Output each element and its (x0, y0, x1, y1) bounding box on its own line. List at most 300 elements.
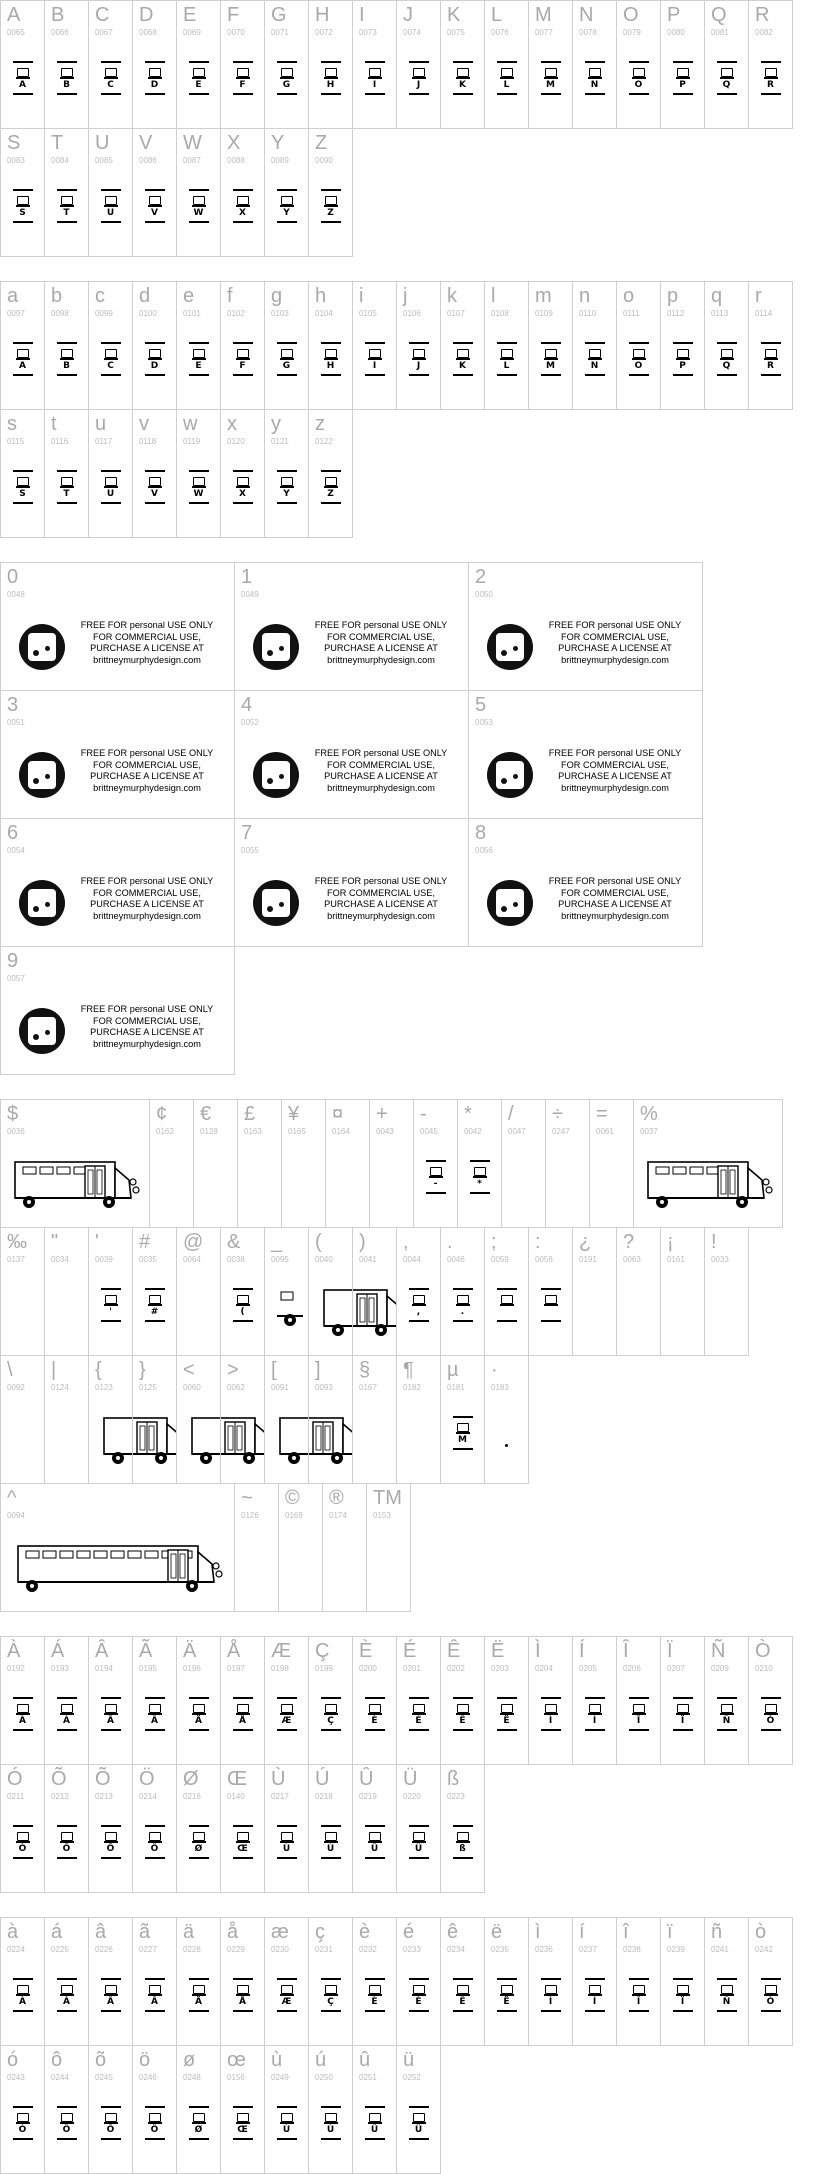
glyph-cell[interactable] (440, 1917, 485, 2046)
glyph-cell[interactable] (440, 0, 485, 129)
glyph-cell[interactable] (545, 1099, 590, 1228)
glyph-cell[interactable] (484, 0, 529, 129)
glyph-cell[interactable] (264, 128, 309, 257)
glyph-cell[interactable] (704, 1917, 749, 2046)
glyph-code: 0100 (139, 309, 157, 318)
glyph-cell[interactable] (0, 128, 45, 257)
glyph-cell[interactable] (572, 1917, 617, 2046)
glyph-cell[interactable] (176, 1764, 221, 1893)
glyph-cell[interactable] (132, 0, 177, 129)
laptop-icon (105, 196, 117, 205)
glyph-cell[interactable] (369, 1099, 414, 1228)
glyph-cell[interactable] (264, 409, 309, 538)
glyph-label: = (596, 1103, 608, 1125)
glyph-label: ñ (711, 1921, 723, 1943)
glyph-cell[interactable] (572, 1636, 617, 1765)
glyph-cell[interactable] (413, 1099, 458, 1228)
glyph-cell[interactable] (234, 1483, 279, 1612)
glyph-cell[interactable] (396, 1764, 441, 1893)
laptop-icon (17, 68, 29, 77)
glyph-preview (232, 470, 254, 504)
glyph-label: ( (315, 1231, 322, 1253)
glyph-cell[interactable] (440, 1355, 485, 1484)
glyph-cell[interactable] (528, 0, 573, 129)
laptop-icon (765, 349, 777, 358)
dot-glyph (505, 1444, 508, 1447)
laptop-icon (237, 1704, 249, 1713)
glyph-cell[interactable] (308, 409, 353, 538)
glyph-cell[interactable] (457, 1099, 502, 1228)
glyph-cell[interactable] (264, 1355, 309, 1484)
glyph-label: å (227, 1921, 239, 1943)
glyph-cell[interactable] (528, 281, 573, 410)
glyph-preview (188, 2106, 210, 2140)
glyph-cell[interactable] (264, 2045, 309, 2174)
glyph-cell[interactable] (528, 1917, 573, 2046)
glyph-label: 7 (241, 822, 253, 844)
glyph-cell[interactable] (0, 1355, 45, 1484)
glyph-cell[interactable] (660, 281, 705, 410)
glyph-cell[interactable] (0, 818, 235, 947)
glyph-cell[interactable] (0, 281, 45, 410)
glyph-cell[interactable] (352, 1355, 397, 1484)
laptop-icon (61, 349, 73, 358)
glyph-preview (540, 1978, 562, 2012)
glyph-cell[interactable] (264, 281, 309, 410)
glyph-character: Ñ (722, 1997, 731, 2007)
glyph-row (0, 0, 792, 129)
glyph-label: ? (623, 1231, 635, 1253)
glyph-cell[interactable] (88, 1917, 133, 2046)
glyph-label: P (667, 4, 681, 26)
glyph-cell[interactable] (176, 0, 221, 129)
glyph-preview (232, 2106, 254, 2140)
glyph-cell[interactable] (132, 1764, 177, 1893)
laptop-icon (105, 1832, 117, 1841)
glyph-cell[interactable] (308, 1917, 353, 2046)
glyph-preview (100, 342, 122, 376)
notice-line-1: FREE FOR personal USE ONLY (548, 748, 682, 758)
laptop-icon (17, 1985, 29, 1994)
glyph-cell[interactable] (132, 1355, 177, 1484)
glyph-cell[interactable] (528, 1227, 573, 1356)
glyph-label: ü (403, 2049, 415, 2071)
glyph-cell[interactable] (0, 2045, 45, 2174)
glyph-cell[interactable] (88, 1227, 133, 1356)
notice-line-1: FREE FOR personal USE ONLY (80, 876, 214, 886)
glyph-label: r (755, 285, 762, 307)
glyph-character: ' (109, 1307, 112, 1317)
glyph-row (0, 1099, 782, 1228)
glyph-cell[interactable] (44, 2045, 89, 2174)
glyph-code: 0224 (7, 1945, 25, 1954)
laptop-icon (677, 68, 689, 77)
glyph-cell[interactable] (308, 0, 353, 129)
glyph-cell[interactable] (0, 1483, 235, 1612)
glyph-cell[interactable] (176, 1227, 221, 1356)
glyph-cell[interactable] (44, 281, 89, 410)
glyph-cell[interactable] (44, 1917, 89, 2046)
glyph-cell[interactable] (616, 0, 661, 129)
glyph-character: Z (327, 489, 334, 499)
glyph-code: 0060 (183, 1383, 201, 1392)
glyph-cell[interactable] (0, 690, 235, 819)
glyph-code: 0153 (373, 1511, 391, 1520)
glyph-label: & (227, 1231, 241, 1253)
glyph-cell[interactable] (484, 1227, 529, 1356)
glyph-cell[interactable] (322, 1483, 367, 1612)
laptop-icon (149, 477, 161, 486)
glyph-code: 0112 (667, 309, 685, 318)
glyph-code: 0209 (711, 1664, 729, 1673)
glyph-cell[interactable] (176, 2045, 221, 2174)
glyph-cell[interactable] (0, 562, 235, 691)
glyph-cell[interactable] (0, 0, 45, 129)
glyph-cell[interactable] (0, 1227, 45, 1356)
glyph-cell[interactable] (308, 128, 353, 257)
glyph-code: 0107 (447, 309, 465, 318)
glyph-label: W (183, 132, 202, 154)
glyph-label: À (7, 1640, 21, 1662)
glyph-cell[interactable] (88, 409, 133, 538)
glyph-label: - (420, 1103, 427, 1125)
glyph-code: 0194 (95, 1664, 113, 1673)
glyph-code: 0046 (447, 1255, 465, 1264)
glyph-character: M (546, 80, 555, 90)
bmd-logo-icon (19, 752, 65, 798)
glyph-cell[interactable] (589, 1099, 634, 1228)
glyph-cell[interactable] (281, 1099, 326, 1228)
glyph-label: î (623, 1921, 629, 1943)
glyph-row (0, 1355, 528, 1484)
glyph-character: Ú (326, 1844, 335, 1854)
glyph-cell[interactable] (396, 1636, 441, 1765)
glyph-cell[interactable] (660, 0, 705, 129)
glyph-code: 0087 (183, 156, 201, 165)
glyph-cell[interactable] (88, 281, 133, 410)
glyph-cell[interactable] (748, 1636, 793, 1765)
glyph-cell[interactable] (88, 0, 133, 129)
glyph-cell[interactable] (0, 1917, 45, 2046)
glyph-cell[interactable] (308, 1636, 353, 1765)
glyph-cell[interactable] (88, 1764, 133, 1893)
glyph-cell[interactable] (132, 1917, 177, 2046)
glyph-code: 0226 (95, 1945, 113, 1954)
glyph-cell[interactable] (88, 1355, 133, 1484)
glyph-cell[interactable] (264, 0, 309, 129)
glyph-cell[interactable] (44, 1227, 89, 1356)
glyph-cell[interactable] (352, 0, 397, 129)
glyph-character: R (767, 80, 774, 90)
notice-line-1: FREE FOR personal USE ONLY (80, 620, 214, 630)
laptop-icon (325, 1985, 337, 1994)
glyph-cell[interactable] (0, 409, 45, 538)
glyph-cell[interactable] (748, 1917, 793, 2046)
glyph-cell[interactable] (308, 1355, 353, 1484)
glyph-label: © (285, 1487, 300, 1509)
laptop-icon (237, 1985, 249, 1994)
glyph-preview (364, 2106, 386, 2140)
glyph-character: # (150, 1307, 159, 1317)
glyph-preview (364, 61, 386, 95)
glyph-cell[interactable] (616, 1917, 661, 2046)
glyph-cell[interactable] (132, 409, 177, 538)
notice-line-3: PURCHASE A LICENSE AT (558, 771, 672, 781)
glyph-character: M (458, 1435, 467, 1445)
glyph-character: L (503, 80, 510, 90)
glyph-character: À (19, 1716, 26, 1726)
glyph-cell[interactable] (396, 281, 441, 410)
glyph-cell[interactable] (234, 562, 469, 691)
glyph-character: P (679, 80, 686, 90)
glyph-label: Q (711, 4, 727, 26)
glyph-cell[interactable] (468, 818, 703, 947)
glyph-cell[interactable] (704, 1227, 749, 1356)
glyph-preview (232, 189, 254, 223)
glyph-preview (496, 342, 518, 376)
glyph-preview (496, 1288, 518, 1322)
glyph-character: È (371, 1716, 378, 1726)
glyph-cell[interactable] (366, 1483, 411, 1612)
glyph-cell[interactable] (220, 1917, 265, 2046)
glyph-cell[interactable] (616, 281, 661, 410)
glyph-cell[interactable] (0, 1099, 150, 1228)
glyph-label: € (200, 1103, 212, 1125)
glyph-cell[interactable] (264, 1636, 309, 1765)
glyph-label: J (403, 4, 413, 26)
glyph-cell[interactable] (660, 1227, 705, 1356)
notice-line-4: brittneymurphydesign.com (93, 654, 201, 665)
glyph-cell[interactable] (193, 1099, 238, 1228)
glyph-cell[interactable] (220, 2045, 265, 2174)
glyph-label: ì (535, 1921, 541, 1943)
glyph-cell[interactable] (176, 409, 221, 538)
glyph-row (0, 562, 702, 691)
laptop-icon (149, 349, 161, 358)
glyph-cell[interactable] (440, 281, 485, 410)
glyph-preview (672, 342, 694, 376)
glyph-cell[interactable] (44, 409, 89, 538)
laptop-icon (633, 349, 645, 358)
glyph-label: · (491, 1359, 498, 1381)
glyph-preview (232, 1825, 254, 1859)
glyph-cell[interactable] (440, 1227, 485, 1356)
glyph-character: K (459, 361, 466, 371)
glyph-label: ¶ (403, 1359, 414, 1381)
glyph-cell[interactable] (572, 0, 617, 129)
glyph-cell[interactable] (176, 1917, 221, 2046)
glyph-cell[interactable] (468, 562, 703, 691)
glyph-cell[interactable] (633, 1099, 783, 1228)
glyph-cell[interactable] (352, 1636, 397, 1765)
glyph-cell[interactable] (176, 281, 221, 410)
glyph-label: Á (51, 1640, 65, 1662)
glyph-cell[interactable] (704, 281, 749, 410)
glyph-cell[interactable] (660, 1636, 705, 1765)
notice-line-3: PURCHASE A LICENSE AT (324, 643, 438, 653)
glyph-cell[interactable] (308, 281, 353, 410)
glyph-cell[interactable] (352, 1227, 397, 1356)
license-notice (15, 618, 225, 676)
glyph-character: K (459, 80, 466, 90)
glyph-character: Q (722, 80, 731, 90)
glyph-label: ¥ (288, 1103, 300, 1125)
glyph-cell[interactable] (44, 1355, 89, 1484)
glyph-cell[interactable] (308, 2045, 353, 2174)
glyph-character: B (63, 80, 70, 90)
glyph-character: E (195, 80, 202, 90)
glyph-cell[interactable] (660, 1917, 705, 2046)
glyph-code: 0182 (403, 1383, 421, 1392)
glyph-cell[interactable] (44, 0, 89, 129)
glyph-label: x (227, 413, 237, 435)
school-bus-icon (132, 1412, 177, 1470)
laptop-icon (281, 477, 293, 486)
license-notice (249, 874, 459, 932)
glyph-cell[interactable] (325, 1099, 370, 1228)
glyph-code: 0249 (271, 2073, 289, 2082)
glyph-code: 0193 (51, 1664, 69, 1673)
glyph-cell[interactable] (88, 128, 133, 257)
glyph-character: Ö (150, 1844, 159, 1854)
glyph-label: Ë (491, 1640, 505, 1662)
glyph-cell[interactable] (234, 818, 469, 947)
laptop-icon (413, 1832, 425, 1841)
glyph-cell[interactable] (220, 0, 265, 129)
glyph-cell[interactable] (528, 1636, 573, 1765)
glyph-preview (188, 1825, 210, 1859)
laptop-icon (237, 349, 249, 358)
glyph-row (0, 2045, 440, 2174)
glyph-cell[interactable] (176, 1636, 221, 1765)
glyph-cell[interactable] (468, 690, 703, 819)
glyph-cell[interactable] (278, 1483, 323, 1612)
glyph-cell[interactable] (0, 946, 235, 1075)
glyph-cell[interactable] (176, 1355, 221, 1484)
glyph-cell[interactable] (352, 1917, 397, 2046)
glyph-code: 0038 (227, 1255, 245, 1264)
glyph-cell[interactable] (308, 1764, 353, 1893)
glyph-cell[interactable] (0, 1636, 45, 1765)
glyph-cell[interactable] (308, 1227, 353, 1356)
glyph-cell[interactable] (704, 0, 749, 129)
glyph-cell[interactable] (220, 1764, 265, 1893)
glyph-cell[interactable] (396, 1917, 441, 2046)
glyph-cell[interactable] (484, 1355, 529, 1484)
glyph-cell[interactable] (440, 1764, 485, 1893)
glyph-cell[interactable] (396, 0, 441, 129)
glyph-cell[interactable] (220, 128, 265, 257)
glyph-cell[interactable] (132, 128, 177, 257)
glyph-character: Ò (766, 1997, 775, 2007)
glyph-cell[interactable] (44, 1764, 89, 1893)
glyph-cell[interactable] (484, 1917, 529, 2046)
glyph-code: 0248 (183, 2073, 201, 2082)
notice-line-2: FOR COMMERCIAL USE, (327, 887, 435, 898)
glyph-cell[interactable] (748, 0, 793, 129)
glyph-code: 0040 (315, 1255, 333, 1264)
glyph-cell[interactable] (396, 2045, 441, 2174)
glyph-label: F (227, 4, 240, 26)
glyph-character: - (433, 1179, 438, 1189)
glyph-label: m (535, 285, 552, 307)
glyph-preview (100, 1697, 122, 1731)
glyph-code: 0074 (403, 28, 421, 37)
glyph-cell[interactable] (352, 1764, 397, 1893)
glyph-cell[interactable] (237, 1099, 282, 1228)
laptop-icon (721, 349, 733, 358)
glyph-row (0, 281, 792, 410)
glyph-cell[interactable] (352, 2045, 397, 2174)
glyph-cell[interactable] (264, 1227, 309, 1356)
glyph-cell[interactable] (704, 1636, 749, 1765)
glyph-code: 0198 (271, 1664, 289, 1673)
glyph-cell[interactable] (88, 2045, 133, 2174)
glyph-cell[interactable] (220, 1636, 265, 1765)
glyph-cell[interactable] (396, 1355, 441, 1484)
glyph-cell[interactable] (352, 281, 397, 410)
laptop-icon (61, 68, 73, 77)
laptop-icon (765, 1704, 777, 1713)
glyph-cell[interactable] (0, 1764, 45, 1893)
glyph-cell[interactable] (484, 1636, 529, 1765)
glyph-code: 0119 (183, 437, 201, 446)
glyph-cell[interactable] (264, 1917, 309, 2046)
glyph-cell[interactable] (149, 1099, 194, 1228)
glyph-label: ¤ (332, 1103, 344, 1125)
glyph-code: 0192 (7, 1664, 25, 1673)
glyph-cell[interactable] (616, 1227, 661, 1356)
glyph-cell[interactable] (501, 1099, 546, 1228)
glyph-cell[interactable] (132, 1636, 177, 1765)
glyph-code: 0169 (285, 1511, 303, 1520)
glyph-cell[interactable] (220, 1355, 265, 1484)
glyph-cell[interactable] (44, 1636, 89, 1765)
glyph-cell[interactable] (132, 281, 177, 410)
glyph-cell[interactable] (44, 128, 89, 257)
glyph-cell[interactable] (440, 1636, 485, 1765)
glyph-label: v (139, 413, 149, 435)
glyph-cell[interactable] (484, 281, 529, 410)
glyph-character: A (19, 80, 26, 90)
glyph-cell[interactable] (220, 1227, 265, 1356)
glyph-cell[interactable] (220, 409, 265, 538)
glyph-cell[interactable] (572, 1227, 617, 1356)
glyph-character: R (767, 361, 774, 371)
glyph-cell[interactable] (88, 1636, 133, 1765)
bmd-logo-icon (487, 752, 533, 798)
glyph-cell[interactable] (132, 1227, 177, 1356)
glyph-cell[interactable] (234, 690, 469, 819)
glyph-character: Æ (281, 1997, 292, 2007)
glyph-cell[interactable] (616, 1636, 661, 1765)
glyph-preview (760, 342, 782, 376)
glyph-cell[interactable] (572, 281, 617, 410)
glyph-cell[interactable] (396, 1227, 441, 1356)
glyph-cell[interactable] (264, 1764, 309, 1893)
glyph-cell[interactable] (220, 281, 265, 410)
glyph-cell[interactable] (176, 128, 221, 257)
laptop-icon (457, 68, 469, 77)
glyph-cell[interactable] (748, 281, 793, 410)
glyph-label: w (183, 413, 198, 435)
glyph-code: 0245 (95, 2073, 113, 2082)
school-bus-icon (14, 1540, 224, 1598)
glyph-label: # (139, 1231, 151, 1253)
laptop-icon (237, 477, 249, 486)
notice-line-2: FOR COMMERCIAL USE, (93, 759, 201, 770)
glyph-cell[interactable] (132, 2045, 177, 2174)
